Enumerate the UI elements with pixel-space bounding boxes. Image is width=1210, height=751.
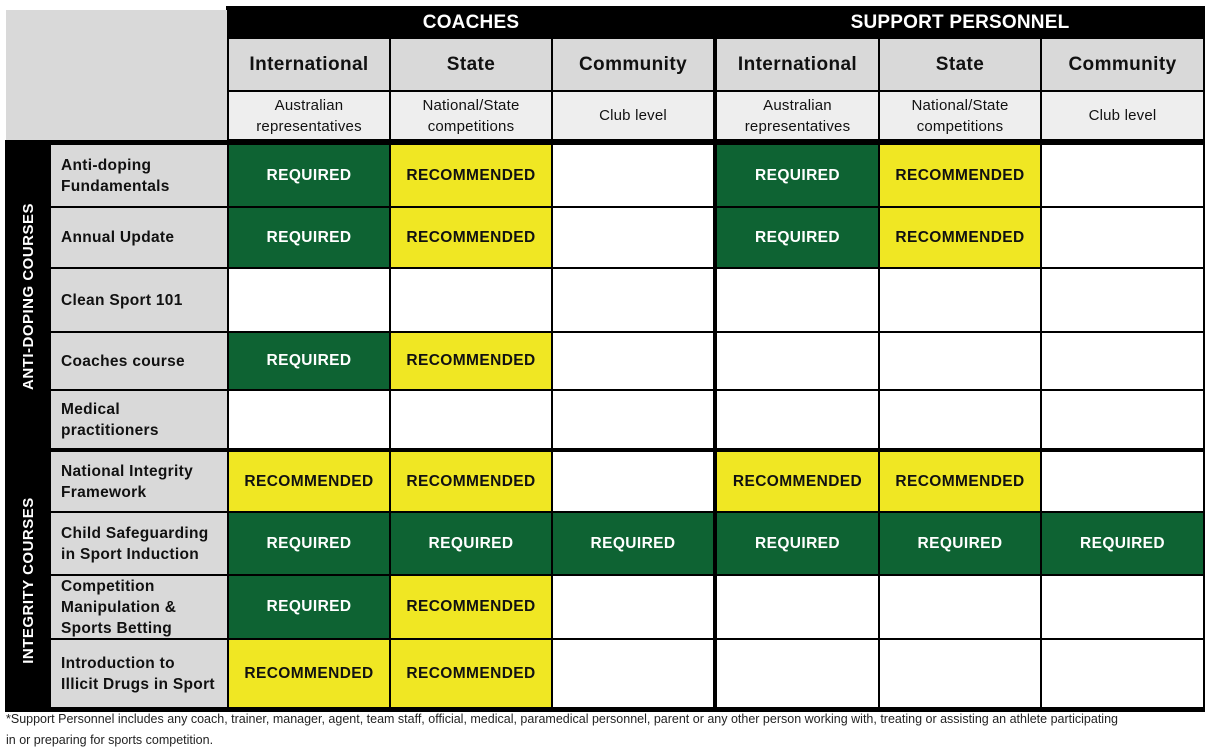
status-cell-required: REQUIRED — [229, 208, 389, 267]
status-cell-recommended: RECOMMENDED — [391, 333, 551, 389]
status-cell-empty — [553, 576, 713, 638]
course-row-label — [51, 391, 227, 448]
status-cell-empty — [229, 391, 389, 448]
course-row-label — [51, 640, 227, 707]
status-cell-empty — [880, 640, 1040, 707]
column-description-header — [229, 92, 389, 139]
status-cell-empty — [1042, 269, 1203, 331]
text-line: Introduction to — [61, 654, 175, 672]
status-cell-empty — [391, 391, 551, 448]
status-cell-required: REQUIRED — [229, 333, 389, 389]
status-cell-empty — [553, 452, 713, 511]
status-cell-required: REQUIRED — [391, 513, 551, 574]
column-description-header — [717, 92, 878, 139]
course-row-label — [51, 269, 227, 331]
column-level-header: Community — [553, 39, 713, 90]
status-cell-empty — [1042, 145, 1203, 206]
status-cell-required: REQUIRED — [229, 513, 389, 574]
status-cell-empty — [717, 333, 878, 389]
text-line: National/State — [911, 96, 1009, 114]
text-line: Australian — [763, 96, 832, 114]
status-cell-empty — [553, 145, 713, 206]
status-cell-required: REQUIRED — [229, 145, 389, 206]
text-line: Australian — [274, 96, 344, 114]
status-cell-empty — [717, 640, 878, 707]
status-cell-recommended: RECOMMENDED — [391, 452, 551, 511]
text-line: Illicit Drugs in Sport — [61, 675, 215, 693]
status-cell-required: REQUIRED — [880, 513, 1040, 574]
status-cell-empty — [553, 333, 713, 389]
text-line: Coaches course — [61, 352, 185, 370]
status-cell-empty — [391, 269, 551, 331]
text-line: Annual Update — [61, 229, 175, 246]
text-line: Club level — [1088, 107, 1157, 124]
column-level-header: State — [391, 39, 551, 90]
group-header-support: SUPPORT PERSONNEL — [850, 11, 1070, 33]
status-cell-recommended: RECOMMENDED — [880, 145, 1040, 206]
status-cell-recommended: RECOMMENDED — [391, 208, 551, 267]
status-cell-recommended: RECOMMENDED — [391, 576, 551, 638]
course-row-label — [51, 208, 227, 267]
status-cell-required: REQUIRED — [717, 145, 878, 206]
column-level-header: Community — [1042, 39, 1203, 90]
course-row-label — [51, 452, 227, 511]
status-cell-required: REQUIRED — [717, 513, 878, 574]
status-cell-recommended: RECOMMENDED — [391, 640, 551, 707]
text-line: Clean Sport 101 — [61, 291, 183, 309]
status-cell-empty — [1042, 576, 1203, 638]
section-label-anti-doping — [7, 145, 49, 448]
status-cell-recommended: RECOMMENDED — [880, 452, 1040, 511]
text-line: National Integrity — [61, 462, 193, 480]
status-cell-required: REQUIRED — [229, 576, 389, 638]
status-cell-empty — [553, 208, 713, 267]
status-cell-empty — [1042, 452, 1203, 511]
status-cell-required: REQUIRED — [553, 513, 713, 574]
status-cell-empty — [1042, 391, 1203, 448]
footnote-line-2: in or preparing for sports competition. — [6, 733, 214, 747]
text-line: Child Safeguarding — [61, 524, 209, 542]
text-line: Medical — [61, 400, 120, 418]
status-cell-empty — [1042, 640, 1203, 707]
text-line: National/State — [422, 96, 520, 114]
course-row-label — [51, 576, 227, 638]
column-level-header: State — [880, 39, 1040, 90]
text-line: practitioners — [61, 421, 159, 439]
status-cell-empty — [717, 391, 878, 448]
status-cell-required: REQUIRED — [717, 208, 878, 267]
text-line: competitions — [427, 117, 515, 135]
column-description-header — [1042, 92, 1203, 139]
text-line: Fundamentals — [61, 177, 170, 195]
section-label-integrity — [7, 452, 49, 708]
status-cell-empty — [553, 269, 713, 331]
section-label-text: INTEGRITY COURSES — [19, 496, 37, 664]
status-cell-recommended: RECOMMENDED — [717, 452, 878, 511]
status-cell-recommended: RECOMMENDED — [880, 208, 1040, 267]
text-line: Anti-doping — [61, 156, 152, 174]
status-cell-empty — [880, 391, 1040, 448]
text-line: Club level — [599, 107, 667, 124]
text-line: Manipulation & — [61, 598, 177, 616]
text-line: Sports Betting — [61, 619, 172, 637]
text-line: Framework — [61, 483, 147, 501]
status-cell-empty — [1042, 208, 1203, 267]
status-cell-required: REQUIRED — [1042, 513, 1203, 574]
text-line: Competition — [61, 577, 155, 595]
status-cell-empty — [717, 576, 878, 638]
text-line: representatives — [256, 117, 362, 135]
footnote-line-1: *Support Personnel includes any coach, trainer, manager, agent, team staff, official, medical, paramedical personnel, parent or any other person working with, treating or assisting an athlete participating — [6, 712, 1118, 726]
column-level-header: International — [717, 39, 878, 90]
course-row-label — [51, 513, 227, 574]
corner-cell — [6, 10, 227, 140]
status-cell-empty — [717, 269, 878, 331]
status-cell-empty — [880, 576, 1040, 638]
status-cell-empty — [553, 391, 713, 448]
column-description-header — [553, 92, 713, 139]
text-line: competitions — [916, 117, 1004, 135]
status-cell-recommended: RECOMMENDED — [229, 640, 389, 707]
status-cell-recommended: RECOMMENDED — [229, 452, 389, 511]
status-cell-recommended: RECOMMENDED — [391, 145, 551, 206]
column-description-header — [391, 92, 551, 139]
group-header-coaches: COACHES — [422, 11, 520, 33]
footnote — [6, 709, 1206, 751]
text-line: in Sport Induction — [61, 545, 199, 563]
course-row-label — [51, 145, 227, 206]
status-cell-empty — [880, 333, 1040, 389]
status-cell-empty — [553, 640, 713, 707]
text-line: representatives — [744, 117, 851, 135]
column-description-header — [880, 92, 1040, 139]
status-cell-empty — [1042, 333, 1203, 389]
course-row-label — [51, 333, 227, 389]
column-level-header: International — [229, 39, 389, 90]
status-cell-empty — [229, 269, 389, 331]
status-cell-empty — [880, 269, 1040, 331]
section-label-text: ANTI-DOPING COURSES — [19, 202, 37, 391]
